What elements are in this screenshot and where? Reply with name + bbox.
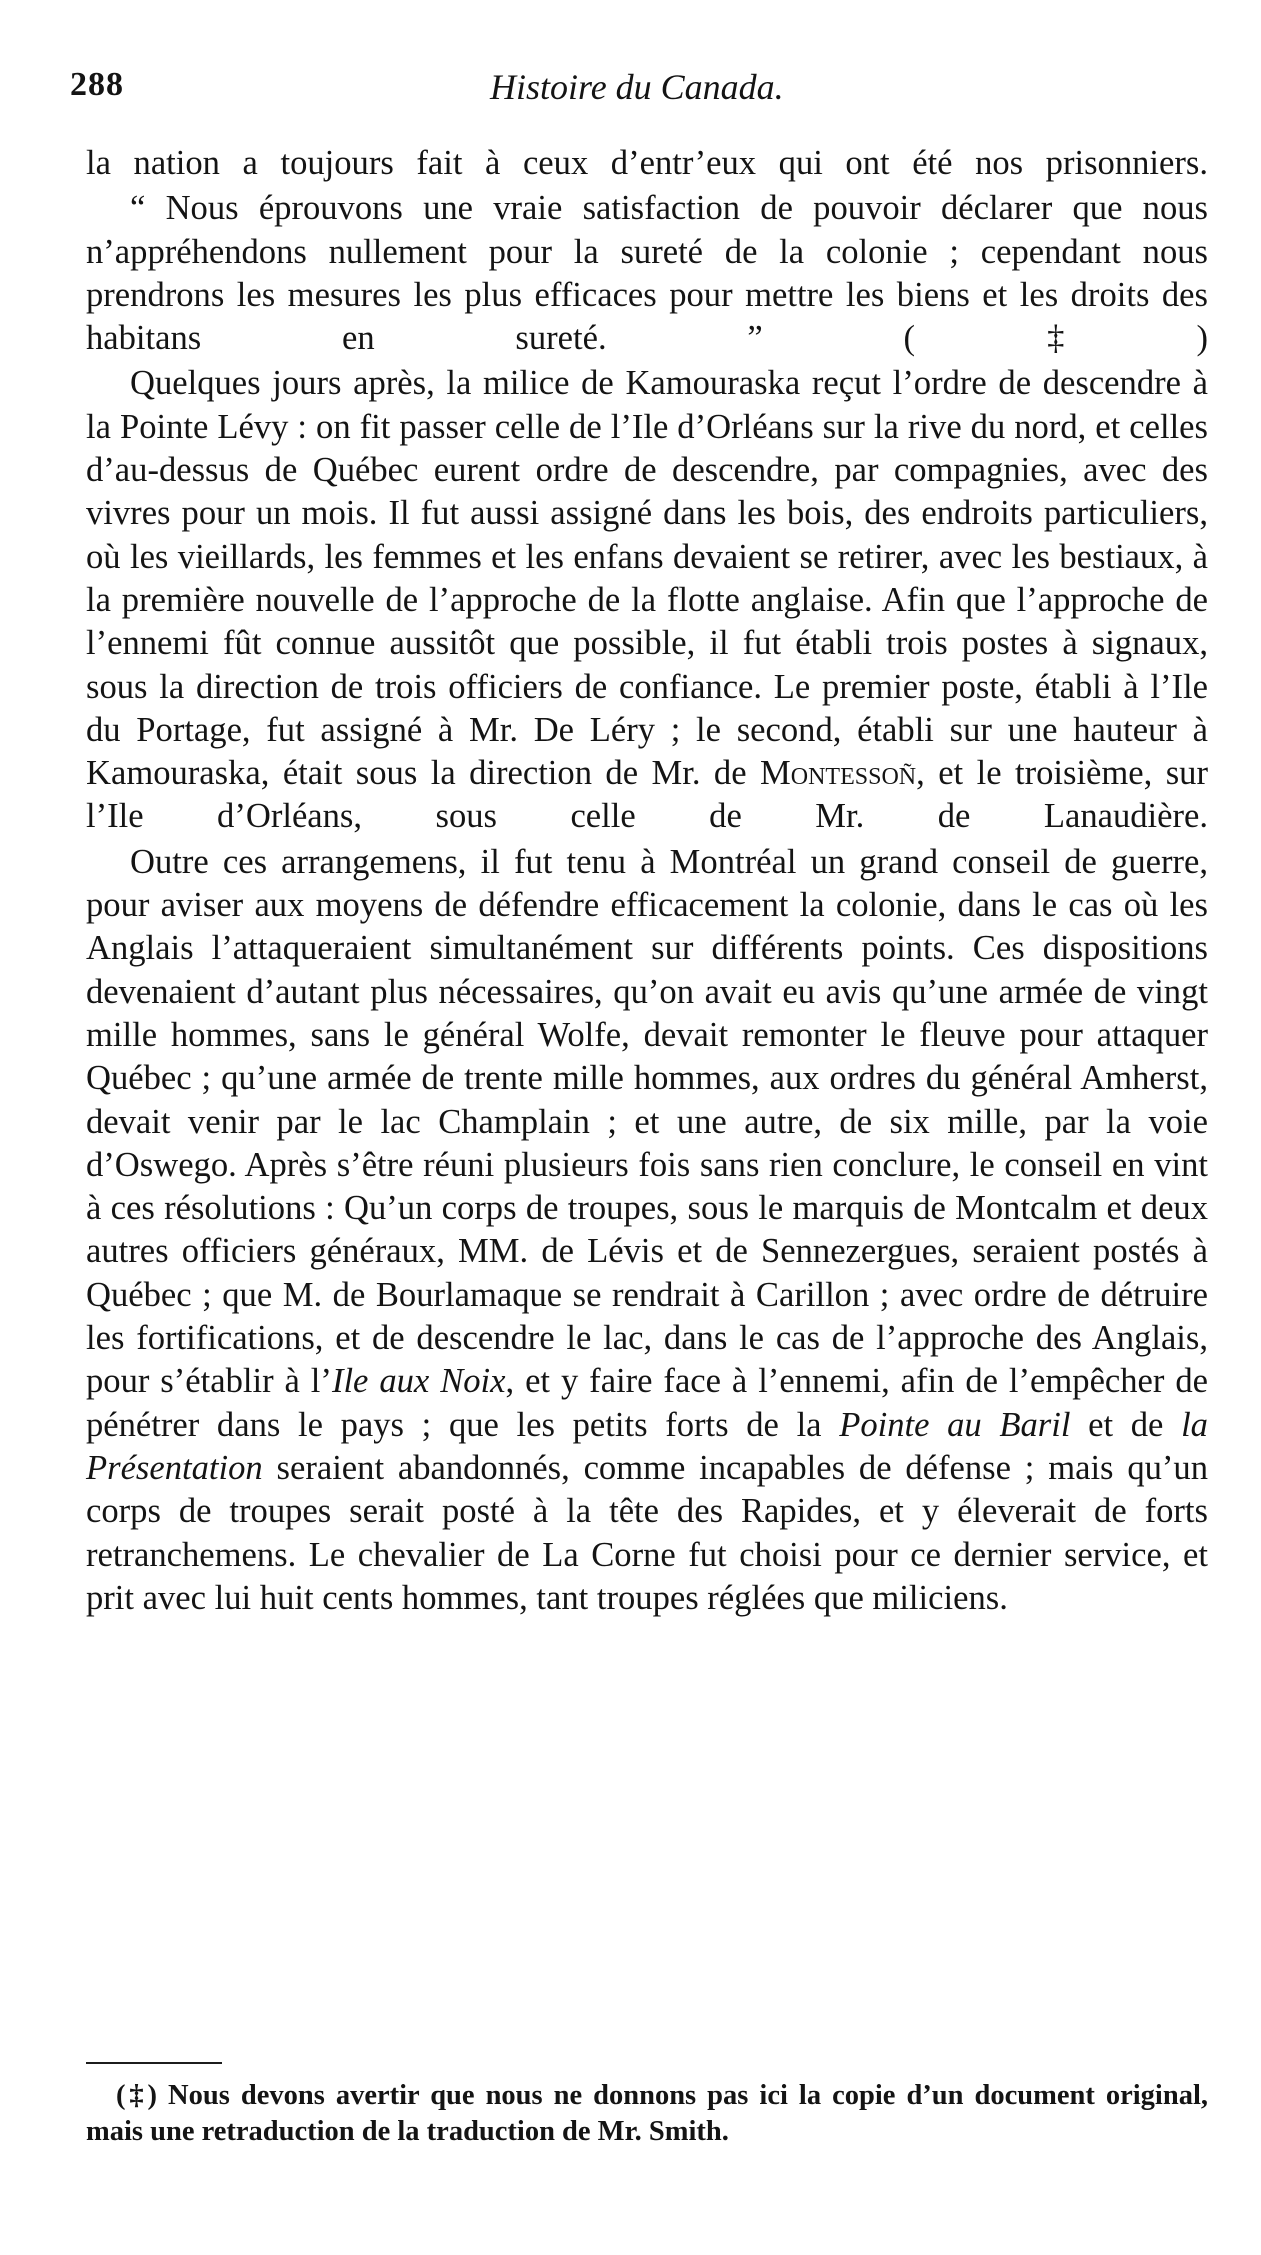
page-header [70, 66, 1180, 110]
paragraph-militia [86, 362, 1208, 838]
paragraph-war-council [86, 841, 1208, 1620]
name-small-caps: Montessoñ [760, 754, 917, 793]
footnote: (‡) Nous devons avertir que nous ne donnons pas ici la copie d’un document original, mais une retraduction de la traduction de Mr. Smith. [86, 2080, 1208, 2147]
paragraph-council-text-4: seraient abandonnés, comme incapables de défense ; mais qu’un corps de troupes serait posté à la tête des Rapides, et y éleverait de forts retranchemens. Le chevalier de La Corne fut choisi pour ce dernier service, et prit avec lui huit cents hommes, tant troupes réglées que miliciens. [86, 1448, 1208, 1617]
paragraph-quotation: “ Nous éprouvons une vraie satisfaction de pouvoir déclarer que nous n’appréhendons nullement pour la sureté de la colonie ; cependant nous prendrons les mesures les plus efficaces pour mettre les biens et les droits des habitans en sureté. ” (‡) [86, 189, 1208, 358]
place-la-presentation: la Présentation [86, 1405, 1208, 1487]
paragraph-council-text-3: et de [1070, 1405, 1182, 1444]
paragraph-militia-text-after: , et le troisième, sur l’Ile d’Orléans, sous celle de Mr. de Lanaudière. [86, 754, 1208, 836]
paragraph-militia-text-before: Quelques jours après, la milice de Kamouraska reçut l’ordre de descendre à la Pointe Lévy : on fit passer celle de l’Ile d’Orléans sur la rive du nord, et celles d’au-dessus de Québec eurent ordre de descendre, par compagnies, avec des vivres pour un mois. Il fut aussi assigné dans les bois, des endroits particuliers, où les vieillards, les femmes et les enfans devaient se retirer, avec les bestiaux, à la première nouvelle de l’approche de la flotte anglaise. Afin que l’approche de l’ennemi fût connue aussitôt que possible, il fut établi trois postes à signaux, sous la direction de trois officiers de confiance. Le premier poste, établi à l’Ile du Portage, fut assigné à Mr. De Léry ; le second, établi sur une hauteur à Kamouraska, était sous la direction de Mr. de [86, 364, 1208, 793]
place-ile-aux-noix: Ile aux Noix [331, 1362, 506, 1401]
place-pointe-au-baril: Pointe au Baril [839, 1405, 1071, 1444]
running-title: Histoire du Canada. [490, 67, 784, 107]
footnote-rule [86, 2062, 222, 2064]
paragraph-council-text-1: Outre ces arrangemens, il fut tenu à Montréal un grand conseil de guerre, pour aviser aux moyens de défendre efficacement la colonie, dans le cas où les Anglais l’attaqueraient simultanément sur différents points. Ces dispositions devenaient d’autant plus nécessaires, qu’on avait eu avis qu’une armée de vingt mille hommes, sans le général Wolfe, devait remonter le fleuve pour attaquer Québec ; qu’une armée de trente mille hommes, aux ordres du général Amherst, devait venir par le lac Champlain ; et une autre, de six mille, par la voie d’Oswego. Après s’être réuni plusieurs fois sans rien conclure, le conseil en vint à ces résolutions : Qu’un corps de troupes, sous le marquis de Montcalm et deux autres officiers généraux, MM. de Lévis et de Sennezergues, seraient postés à Québec ; que M. de Bourlamaque se rendrait à Carillon ; avec ordre de détruire les fortifications, et de descendre le lac, dans le cas de l’approche des Anglais, pour s’établir à l’ [86, 842, 1208, 1401]
main-text [86, 142, 1208, 1622]
page-number: 288 [70, 66, 124, 103]
paragraph-council-text-2: , et y faire face à l’ennemi, afin de l’empêcher de pénétrer dans le pays ; que les petits forts de la [86, 1362, 1208, 1444]
paragraph-continuation: la nation a toujours fait à ceux d’entr’eux qui ont été nos prisonniers. [86, 144, 1208, 182]
